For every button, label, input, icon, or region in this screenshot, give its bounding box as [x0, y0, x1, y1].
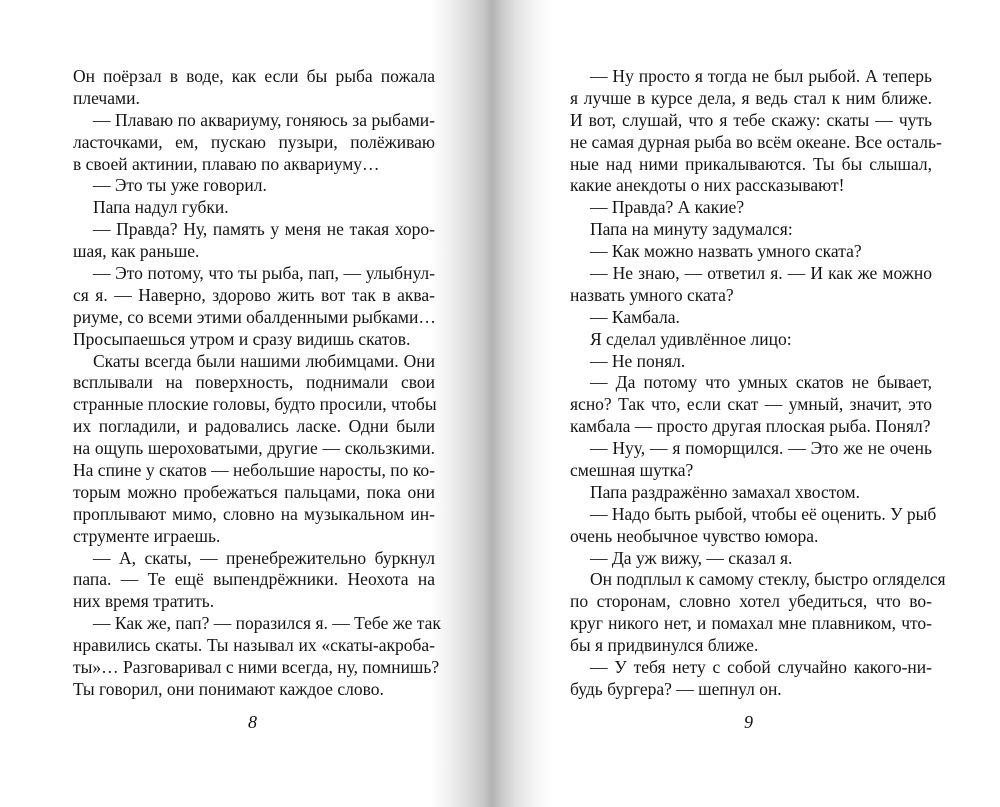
left-page-text: [73, 66, 441, 701]
text-line: плечами.: [73, 87, 140, 108]
text-line: нравились скаты. Ты называл их «скаты-акробa-: [73, 635, 435, 656]
text-line: в своей актинии, плаваю по аквариуму…: [73, 153, 380, 174]
text-line: ся я. — Наверно, здорово жить вот так в аква-: [73, 284, 435, 305]
text-line: Папа на минуту задумался:: [590, 219, 793, 240]
right-page-text: [570, 66, 946, 701]
text-line: Просыпаешься утром и сразу видишь скатов.: [73, 328, 411, 349]
text-line: круг никого нет, и помахал мне плавником, что-: [570, 613, 932, 634]
text-line: струменте играешь.: [73, 525, 221, 546]
text-line: — Не знаю, — ответил я. — И как же можно: [590, 263, 932, 284]
right-page-number: 9: [744, 712, 753, 732]
text-line: проплывают мимо, словно на музыкальном ин-: [73, 503, 435, 524]
text-line: Скаты всегда были нашими любимцами. Они: [93, 350, 435, 371]
text-line: всплывали на поверхность, поднимали свои: [73, 372, 435, 393]
text-line: не самая дурная рыба во всём океане. Все осталь-: [570, 131, 942, 152]
text-line: — А, скаты, — пренебрежительно буркнул: [93, 547, 435, 568]
text-line: — Это потому, что ты рыба, пап, — улыбнул-: [93, 263, 435, 284]
text-line: Он подплыл к самому стеклу, быстро огляделся: [590, 569, 946, 590]
text-line: будь бургера? — шепнул он.: [570, 678, 782, 699]
text-line: я лучше в курсе дела, я ведь стал к ним ближе.: [570, 87, 932, 108]
text-line: — Нуу, — я поморщился. — Это же не очень: [590, 438, 932, 459]
text-line: — Да уж вижу, — сказал я.: [590, 547, 793, 568]
text-line: — Ну просто я тогда не был рыбой. А теперь: [590, 66, 932, 86]
text-line: какие анекдоты о них рассказывают!: [570, 175, 845, 196]
text-line: их погладили, и радовались ласке. Одни были: [73, 416, 435, 437]
text-line: — Надо быть рыбой, чтобы её оценить. У рыб: [590, 503, 937, 524]
text-line: — Как же, пап? — поразился я. — Тебе же так: [93, 613, 441, 634]
text-line: Он поёрзал в воде, как если бы рыба пожала: [73, 66, 435, 86]
text-line: Ты говорил, они понимают каждое слово.: [73, 678, 384, 699]
text-line: — У тебя нету с собой случайно какого-ни-: [590, 657, 932, 678]
text-line: На спине у скатов — небольшие наросты, по ко-: [73, 460, 435, 481]
text-line: — Да потому что умных скатов не бывает,: [590, 372, 932, 393]
text-line: Папа раздражённо замахал хвостом.: [590, 481, 861, 502]
text-line: — Правда? А какие?: [590, 197, 745, 218]
text-line: — Правда? Ну, память у меня не такая хоро-: [93, 219, 435, 240]
text-line: по сторонам, словно хотел убедиться, что во-: [570, 591, 932, 612]
text-line: странные плоские головы, будто просили, чтобы: [73, 394, 437, 415]
text-line: очень необычное чувство юмора.: [570, 525, 819, 546]
text-line: И вот, слушай, что я тебе скажу: скаты — чуть: [570, 109, 932, 130]
text-line: камбала — просто другая плоская рыба. Понял?: [570, 416, 931, 437]
text-line: ты»… Разговаривал с ними всегда, ну, помнишь?: [73, 657, 440, 678]
text-line: ясно? Так что, если скат — умный, значит, это: [570, 394, 932, 415]
text-line: ласточками, ем, пускаю пузыри, полёживаю: [73, 131, 435, 152]
text-line: — Камбала.: [590, 306, 680, 327]
text-line: Папа надул губки.: [93, 197, 229, 218]
left-page-number: 8: [248, 712, 257, 732]
text-line: — Как можно назвать умного ската?: [590, 241, 862, 262]
text-line: риуме, со всеми этими обалденными рыбками…: [73, 306, 436, 327]
text-line: — Не понял.: [590, 350, 686, 371]
text-line: на ощупь шероховатыми, другие — скользкими.: [73, 438, 435, 459]
text-line: — Плаваю по аквариуму, гоняюсь за рыбами-: [93, 109, 435, 130]
text-line: назвать умного ската?: [570, 284, 734, 305]
text-line: — Это ты уже говорил.: [93, 175, 267, 196]
text-line: Я сделал удивлённое лицо:: [590, 328, 792, 349]
text-line: ные над ними прикалываются. Ты бы слышал,: [570, 153, 932, 174]
text-line: смешная шутка?: [570, 460, 694, 481]
text-line: бы я придвинулся ближе.: [570, 635, 759, 656]
text-line: шая, как раньше.: [73, 241, 200, 262]
text-line: торым можно пробежаться пальцами, пока они: [73, 481, 435, 502]
text-line: них время тратить.: [73, 591, 215, 612]
text-line: папа. — Те ещё выпендрёжники. Неохота на: [73, 569, 435, 590]
